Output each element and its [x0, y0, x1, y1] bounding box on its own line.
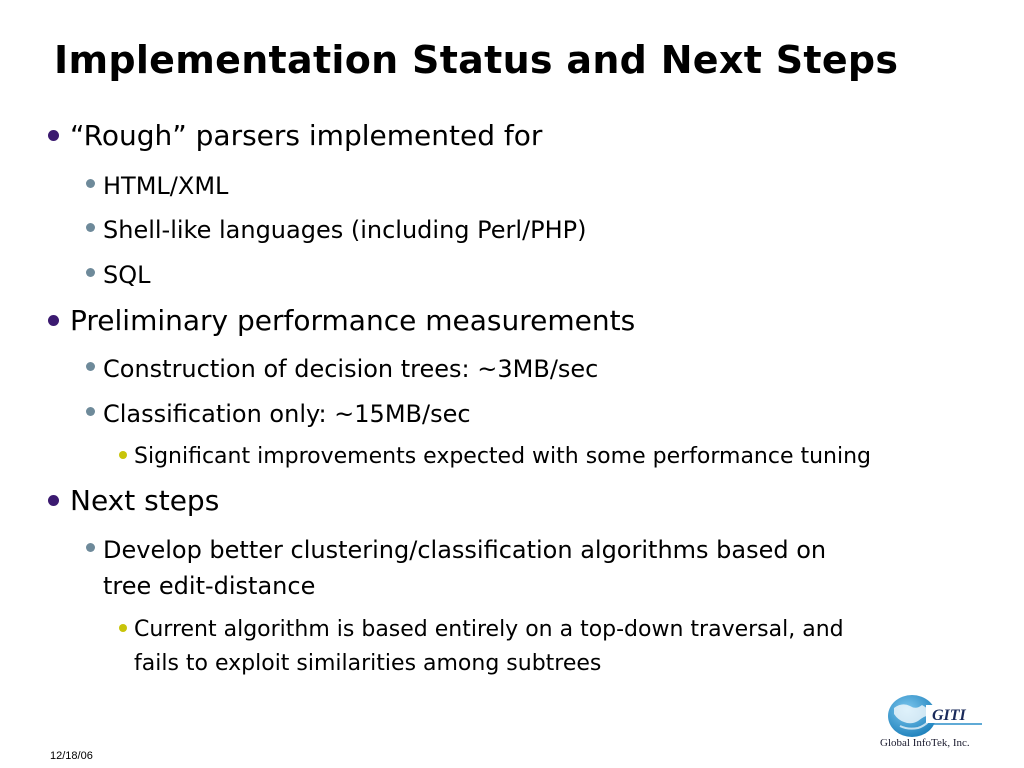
bullet-text-continued: fails to exploit similarities among subtrees	[134, 651, 602, 676]
bullet-text: Significant improvements expected with some performance tuning	[134, 444, 872, 469]
bullet-item	[70, 483, 219, 519]
bullet-item	[103, 396, 471, 432]
bullet-item	[103, 212, 587, 248]
bullet-text: Construction of decision trees: ~3MB/sec	[103, 355, 599, 383]
logo-caption: Global InfoTek, Inc.	[880, 737, 970, 749]
bullet-item	[103, 532, 826, 604]
bullet-dot	[119, 624, 127, 632]
bullet-text: Classification only: ~15MB/sec	[103, 400, 471, 428]
bullet-dot	[86, 179, 95, 188]
slide-title: Implementation Status and Next Steps	[54, 38, 899, 82]
bullet-text: SQL	[103, 261, 151, 289]
logo-text: GITI	[932, 707, 966, 724]
bullet-dot	[48, 495, 59, 506]
bullet-text: Current algorithm is based entirely on a top-down traversal, and	[134, 617, 844, 642]
bullet-item	[134, 613, 844, 681]
bullet-text: Preliminary performance measurements	[70, 304, 636, 337]
bullet-dot	[119, 451, 127, 459]
slide-date: 12/18/06	[50, 750, 93, 762]
bullet-item	[103, 168, 228, 204]
bullet-dot	[48, 315, 59, 326]
bullet-item	[103, 257, 151, 293]
bullet-text-continued: tree edit-distance	[103, 572, 316, 600]
bullet-item	[70, 118, 542, 154]
bullet-dot	[86, 362, 95, 371]
bullet-item	[134, 440, 871, 474]
bullet-dot	[86, 407, 95, 416]
bullet-text: Develop better clustering/classification algorithms based on	[103, 536, 827, 564]
bullet-text: HTML/XML	[103, 172, 229, 200]
bullet-item	[103, 351, 598, 387]
bullet-item	[70, 303, 635, 339]
bullet-dot	[86, 223, 95, 232]
bullet-dot	[48, 130, 59, 141]
bullet-text: Shell-like languages (including Perl/PHP)	[103, 216, 587, 244]
bullet-text: Next steps	[70, 484, 220, 517]
bullet-dot	[86, 268, 95, 277]
bullet-dot	[86, 543, 95, 552]
bullet-text: “Rough” parsers implemented for	[70, 119, 543, 152]
